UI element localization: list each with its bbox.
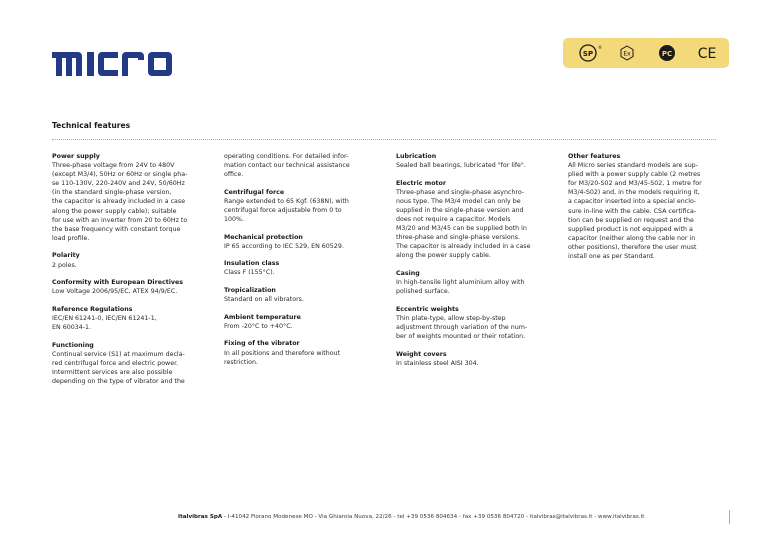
spec-block <box>52 305 200 332</box>
spec-text-line: for M3/20-S02 and M3/45-S02, 1 metre for <box>568 180 702 188</box>
spec-text-line: polished surface. <box>396 288 450 296</box>
footer-details: - I-41042 Fiorano Modenese MO - Via Ghiarola Nuova, 22/26 - tel +39 0536 804634 - fax +39 0536 804720 - italvibras@italvibras.it - www.italvibras.it <box>222 514 645 520</box>
spec-heading: Ambient temperature <box>224 313 301 321</box>
spec-text-line: EN 60034-1. <box>52 324 92 331</box>
spec-block <box>52 152 200 243</box>
spec-text-line: ber of weights mounted or their rotation. <box>396 333 526 341</box>
spec-text-line: red centrifugal force and electric power. <box>52 359 179 367</box>
spec-block <box>396 350 544 368</box>
spec-text-line: centrifugal force adjustable from 0 to <box>224 206 342 214</box>
spec-text-line: load profile. <box>52 234 90 242</box>
spec-heading: Casing <box>396 270 420 278</box>
svg-text:SP: SP <box>582 50 594 58</box>
spec-text-line: From -20°C to +40°C. <box>224 322 293 330</box>
section-title: Technical features <box>52 121 131 130</box>
spec-text-line: 100%. <box>224 216 245 224</box>
spec-text-line: IEC/EN 61241-0, IEC/EN 61241-1, <box>52 314 157 322</box>
gost-mark-icon <box>659 45 675 61</box>
csa-mark-icon <box>580 45 602 61</box>
spec-block <box>52 278 200 296</box>
spec-text-line: The capacitor is already included in a case <box>396 243 531 251</box>
spec-text-line: In stainless steel AISI 304. <box>396 359 479 367</box>
spec-text-line: (in the standard single-phase version, <box>52 189 172 197</box>
spec-text-line: install one as per Standard. <box>568 253 655 261</box>
spec-block <box>224 188 372 224</box>
footer-company: Italvibras SpA <box>178 514 223 520</box>
spec-block <box>396 305 544 341</box>
spec-text-line: In all positions and therefore without <box>224 349 341 357</box>
column-4 <box>568 152 716 270</box>
svg-text:CE: CE <box>697 46 717 62</box>
spec-text-line: IP 65 according to IEC 529, EN 60529. <box>224 242 344 250</box>
spec-text-line: Thin plate-type, allow step-by-step <box>396 314 506 322</box>
spec-text-line: three-phase and single-phase versions. <box>396 234 521 242</box>
spec-heading: Eccentric weights <box>396 305 459 313</box>
spec-heading: Power supply <box>52 153 100 160</box>
spec-heading: Conformity with European Directives <box>52 279 183 287</box>
spec-block <box>396 179 544 261</box>
spec-text-line: All Micro series standard models are sup- <box>568 162 698 170</box>
spec-text-line: capacitor (neither along the cable nor in <box>568 234 696 242</box>
spec-block <box>52 251 200 269</box>
spec-text-line: 2 poles. <box>52 261 77 269</box>
spec-block <box>396 269 544 296</box>
svg-text:Ex: Ex <box>623 50 631 58</box>
spec-text-line: Intermittent services are also possible <box>52 368 173 376</box>
atex-mark-icon <box>621 46 633 60</box>
spec-text-line: M3/20 and M3/45 can be supplied both in <box>396 225 527 233</box>
spec-text-line: adjustment through variation of the num- <box>396 324 528 331</box>
spec-text-line: tion can be supplied on request and the <box>568 216 694 224</box>
spec-text-line: Sealed ball bearings, lubricated "for life". <box>396 162 526 170</box>
spec-text-line: plied with a power supply cable (2 metres <box>568 171 701 179</box>
spec-text-line: the base frequency with constant torque <box>52 225 181 233</box>
footer-accent-bar <box>729 510 730 524</box>
spec-text-line: Range extended to 65 Kgf. (638N), with <box>224 197 349 205</box>
certification-marks <box>563 38 729 68</box>
spec-block <box>224 259 372 277</box>
spec-text-line: along the power supply cable); suitable <box>52 207 177 215</box>
spec-text-line: Three-phase and single-phase asynchro- <box>396 188 525 196</box>
column-1 <box>52 152 200 395</box>
spec-heading: Tropicalization <box>224 287 276 295</box>
footer-contact <box>178 514 644 520</box>
spec-block <box>568 152 716 261</box>
spec-text-line: depending on the type of vibrator and the <box>52 377 185 385</box>
spec-heading: Functioning <box>52 341 94 349</box>
spec-text-line: the capacitor is already included in a case <box>52 198 186 206</box>
spec-text-line: supplied in the single-phase version and <box>396 206 524 214</box>
spec-text-line: Continual service (S1) at maximum decla- <box>52 350 185 358</box>
spec-text-line: office. <box>224 171 244 179</box>
spec-text-line: In high-tensile light aluminium alloy with <box>396 279 525 287</box>
spec-text-line: Class F (155°C). <box>224 269 275 277</box>
spec-text-line: nous type. The M3/4 model can only be <box>396 197 521 205</box>
spec-text-line: restriction. <box>224 358 258 366</box>
spec-block <box>224 313 372 331</box>
column-2 <box>224 152 372 375</box>
spec-text-line: Standard on all vibrators. <box>224 296 304 304</box>
spec-block <box>224 339 372 366</box>
spec-text-line: a capacitor inserted into a special enclo- <box>568 198 697 206</box>
spec-text-line: for use with an inverter from 20 to 60Hz to <box>52 216 188 224</box>
svg-text:®: ® <box>598 45 602 50</box>
svg-text:PC: PC <box>661 50 673 58</box>
spec-heading: Centrifugal force <box>224 188 285 196</box>
spec-block <box>224 233 372 251</box>
spec-block <box>52 341 200 386</box>
micro-logo <box>52 44 192 78</box>
spec-text-line: mation contact our technical assistance <box>224 162 350 170</box>
spec-heading: Other features <box>568 153 621 160</box>
spec-text-line: operating conditions. For detailed infor- <box>224 153 349 160</box>
spec-block <box>396 152 544 170</box>
spec-heading: Fixing of the vibrator <box>224 340 300 348</box>
spec-heading: Polarity <box>52 252 80 260</box>
spec-heading: Electric motor <box>396 179 446 187</box>
spec-text-line: supplied product is not equipped with a <box>568 225 693 233</box>
spec-heading: Weight covers <box>396 350 447 358</box>
spec-heading: Insulation class <box>224 260 280 268</box>
spec-text-line: M3/4-S02) and, in the models requiring it, <box>568 189 700 197</box>
spec-text-line: along the power supply cable. <box>396 252 491 260</box>
column-3 <box>396 152 544 376</box>
svg-text:MICRO: MICRO <box>52 44 56 45</box>
spec-text-line: Low Voltage 2006/95/EC, ATEX 94/9/EC. <box>52 288 178 296</box>
ce-mark-icon <box>698 46 717 62</box>
dotted-divider <box>52 139 716 140</box>
spec-text-line: does not require a capacitor. Models <box>396 216 511 224</box>
spec-text-line: se 110-130V, 220-240V and 24V, 50/60Hz <box>52 180 185 188</box>
spec-text-line: sure in-line with the cable. CSA certifica- <box>568 207 697 215</box>
spec-heading: Reference Regulations <box>52 305 133 313</box>
spec-block <box>224 286 372 304</box>
spec-heading: Lubrication <box>396 153 437 160</box>
spec-block <box>224 152 372 179</box>
spec-text-line: (except M3/4), 50Hz or 60Hz or single pha- <box>52 171 188 179</box>
spec-heading: Mechanical protection <box>224 233 303 241</box>
spec-text-line: other positions), therefore the user must <box>568 243 697 251</box>
spec-text-line: Three-phase voltage from 24V to 480V <box>52 162 175 170</box>
